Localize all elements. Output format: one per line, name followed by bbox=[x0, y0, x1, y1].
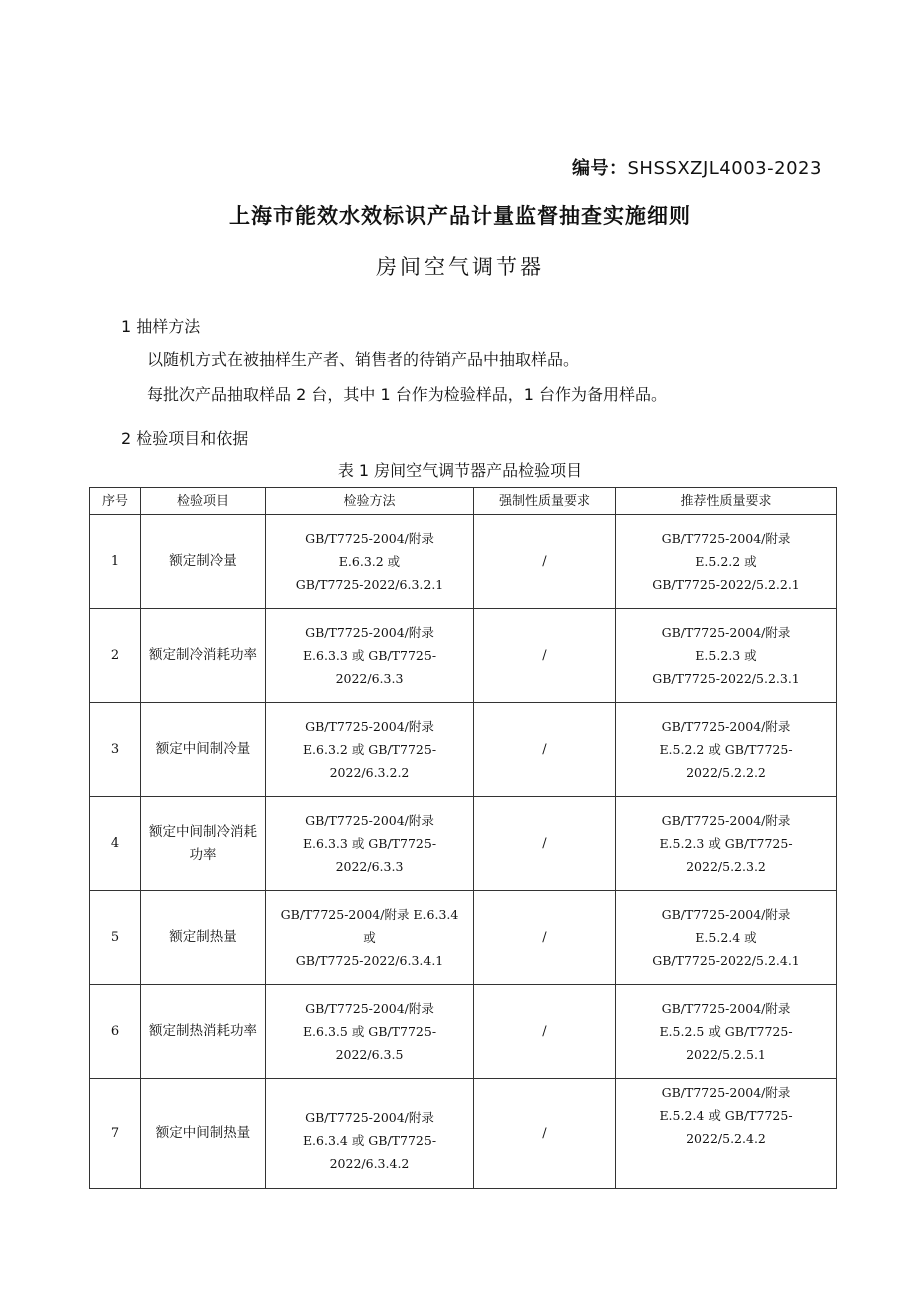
cell-line: 额定中间制热量 bbox=[155, 1125, 251, 1141]
header-item: 检验项目 bbox=[141, 488, 266, 515]
row-number: 6 bbox=[90, 985, 141, 1079]
cell-line: 额定制热消耗功率 bbox=[149, 1023, 257, 1039]
cell-line: 2022/6.3.2.2 bbox=[329, 765, 410, 780]
inspection-item bbox=[141, 985, 266, 1079]
header-mandatory: 强制性质量要求 bbox=[474, 488, 616, 515]
header-no: 序号 bbox=[90, 488, 141, 515]
recommended-requirement bbox=[616, 985, 837, 1079]
cell-line: GB/T7725-2004/附录 bbox=[305, 719, 434, 734]
recommended-requirement bbox=[616, 797, 837, 891]
cell-line: GB/T7725-2022/5.2.2.1 bbox=[652, 577, 800, 592]
cell-line: E.6.3.2 或 GB/T7725- bbox=[302, 742, 437, 757]
cell-line: E.6.3.5 或 GB/T7725- bbox=[302, 1024, 437, 1039]
cell-line: E.5.2.4 或 bbox=[695, 930, 757, 945]
inspection-item bbox=[141, 703, 266, 797]
cell-line: E.6.3.4 或 GB/T7725- bbox=[302, 1133, 437, 1148]
row-number: 3 bbox=[90, 703, 141, 797]
mandatory-requirement: / bbox=[474, 515, 616, 609]
cell-line: GB/T7725-2004/附录 E.6.3.4 bbox=[280, 907, 459, 922]
cell-line: GB/T7725-2022/6.3.4.1 bbox=[295, 953, 444, 968]
cell-line: E.6.3.2 或 bbox=[338, 554, 401, 569]
inspection-method bbox=[266, 985, 474, 1079]
cell-line: 2022/6.3.3 bbox=[335, 671, 404, 686]
cell-line: 2022/6.3.4.2 bbox=[329, 1156, 410, 1171]
recommended-requirement bbox=[616, 1079, 837, 1189]
inspection-item bbox=[141, 609, 266, 703]
inspection-method bbox=[266, 703, 474, 797]
cell-line: GB/T7725-2022/5.2.4.1 bbox=[652, 953, 800, 968]
table-row bbox=[90, 985, 837, 1079]
cell-line: GB/T7725-2004/附录 bbox=[661, 719, 791, 734]
table-row bbox=[90, 797, 837, 891]
row-number: 1 bbox=[90, 515, 141, 609]
cell-line: GB/T7725-2004/附录 bbox=[305, 1001, 434, 1016]
cell-line: GB/T7725-2004/附录 bbox=[305, 625, 434, 640]
cell-line: E.5.2.4 或 GB/T7725- bbox=[659, 1108, 793, 1123]
mandatory-requirement: / bbox=[474, 1079, 616, 1189]
section-2-heading: 2 检验项目和依据 bbox=[121, 429, 249, 448]
mandatory-requirement: / bbox=[474, 609, 616, 703]
inspection-item bbox=[141, 797, 266, 891]
cell-line: E.6.3.3 或 GB/T7725- bbox=[302, 648, 437, 663]
cell-line: 2022/6.3.3 bbox=[335, 859, 404, 874]
inspection-method bbox=[266, 609, 474, 703]
cell-line: 额定中间制冷消耗 bbox=[149, 823, 257, 840]
document-number-value: SHSSXZJL4003-2023 bbox=[627, 158, 822, 179]
header-method: 检验方法 bbox=[266, 488, 474, 515]
cell-line: 功率 bbox=[189, 846, 217, 863]
cell-line: GB/T7725-2022/5.2.3.1 bbox=[652, 671, 800, 686]
table-row bbox=[90, 609, 837, 703]
cell-line: GB/T7725-2004/附录 bbox=[305, 531, 434, 546]
recommended-requirement bbox=[616, 891, 837, 985]
cell-line: 额定制冷量 bbox=[169, 553, 237, 569]
cell-line: GB/T7725-2004/附录 bbox=[661, 625, 791, 640]
inspection-item bbox=[141, 1079, 266, 1189]
document-title: 上海市能效水效标识产品计量监督抽查实施细则 bbox=[229, 204, 691, 228]
cell-line: E.5.2.2 或 bbox=[695, 554, 757, 569]
cell-line: GB/T7725-2004/附录 bbox=[661, 813, 791, 828]
recommended-requirement bbox=[616, 515, 837, 609]
cell-line: GB/T7725-2004/附录 bbox=[661, 907, 791, 922]
document-subtitle: 房间空气调节器 bbox=[376, 255, 544, 279]
cell-line: 2022/5.2.4.2 bbox=[686, 1131, 766, 1146]
header-recommended: 推荐性质量要求 bbox=[616, 488, 837, 515]
table-row bbox=[90, 1079, 837, 1189]
mandatory-requirement: / bbox=[474, 891, 616, 985]
section-1-paragraph-2: 每批次产品抽取样品 2 台，其中 1 台作为检验样品，1 台作为备用样品。 bbox=[147, 385, 667, 404]
inspection-item bbox=[141, 515, 266, 609]
inspection-method bbox=[266, 1079, 474, 1189]
cell-line: E.5.2.5 或 GB/T7725- bbox=[659, 1024, 793, 1039]
inspection-method bbox=[266, 797, 474, 891]
table-header-row bbox=[90, 488, 837, 515]
cell-line: GB/T7725-2022/6.3.2.1 bbox=[295, 577, 444, 592]
row-number: 4 bbox=[90, 797, 141, 891]
row-number: 5 bbox=[90, 891, 141, 985]
row-number: 2 bbox=[90, 609, 141, 703]
inspection-item bbox=[141, 891, 266, 985]
mandatory-requirement: / bbox=[474, 797, 616, 891]
inspection-method bbox=[266, 891, 474, 985]
table-row bbox=[90, 703, 837, 797]
inspection-items-table bbox=[89, 487, 837, 1189]
cell-line: GB/T7725-2004/附录 bbox=[661, 531, 791, 546]
inspection-method bbox=[266, 515, 474, 609]
cell-line: 额定中间制冷量 bbox=[155, 741, 251, 757]
cell-line: E.6.3.3 或 GB/T7725- bbox=[302, 836, 437, 851]
cell-line: GB/T7725-2004/附录 bbox=[305, 813, 434, 828]
mandatory-requirement: / bbox=[474, 985, 616, 1079]
cell-line: 额定制热量 bbox=[169, 929, 237, 945]
recommended-requirement bbox=[616, 609, 837, 703]
cell-line: GB/T7725-2004/附录 bbox=[661, 1085, 791, 1100]
cell-line: 2022/5.2.3.2 bbox=[686, 859, 766, 874]
document-number-label: 编号： bbox=[572, 158, 628, 179]
row-number: 7 bbox=[90, 1079, 141, 1189]
table-row bbox=[90, 891, 837, 985]
document-number bbox=[572, 154, 822, 180]
table-row bbox=[90, 515, 837, 609]
table-caption: 表 1 房间空气调节器产品检验项目 bbox=[337, 461, 583, 480]
cell-line: 2022/5.2.2.2 bbox=[686, 765, 766, 780]
mandatory-requirement: / bbox=[474, 703, 616, 797]
cell-line: 或 bbox=[363, 930, 376, 945]
cell-line: 2022/6.3.5 bbox=[335, 1047, 404, 1062]
section-1-heading: 1 抽样方法 bbox=[121, 317, 201, 336]
recommended-requirement bbox=[616, 703, 837, 797]
cell-line: GB/T7725-2004/附录 bbox=[661, 1001, 791, 1016]
cell-line: E.5.2.3 或 GB/T7725- bbox=[659, 836, 793, 851]
cell-line: E.5.2.3 或 bbox=[695, 648, 757, 663]
cell-line: GB/T7725-2004/附录 bbox=[305, 1110, 434, 1125]
cell-line: 2022/5.2.5.1 bbox=[686, 1047, 766, 1062]
section-1-paragraph-1: 以随机方式在被抽样生产者、销售者的待销产品中抽取样品。 bbox=[147, 350, 580, 369]
cell-line: 额定制冷消耗功率 bbox=[149, 647, 257, 663]
cell-line: E.5.2.2 或 GB/T7725- bbox=[659, 742, 793, 757]
